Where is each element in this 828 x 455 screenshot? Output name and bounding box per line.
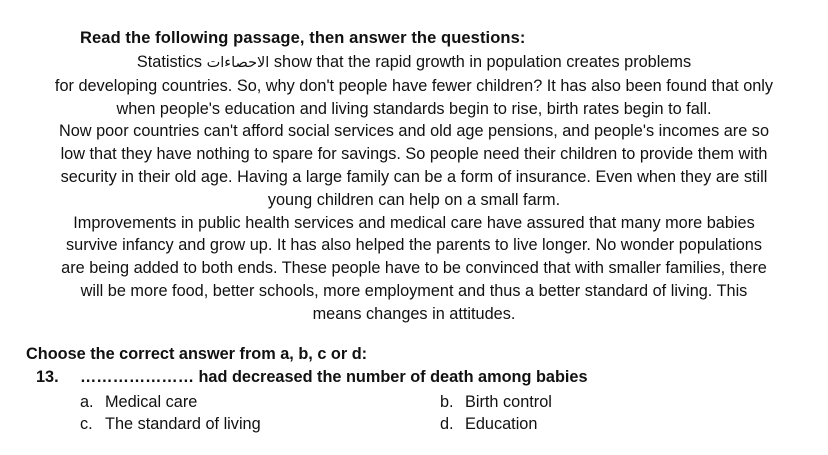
option-b[interactable]	[440, 393, 552, 412]
answer-instruction: Choose the correct answer from a, b, c or d:	[26, 345, 368, 363]
option-letter: b.	[440, 393, 454, 411]
option-a[interactable]	[80, 393, 197, 412]
question-text: ………………… had decreased the number of death among babies	[80, 368, 588, 386]
passage-line	[18, 51, 810, 75]
option-text: The standard of living	[105, 415, 261, 433]
option-text: Education	[465, 415, 538, 433]
passage-line: when people's education and living standards begin to rise, birth rates begin to fall.	[116, 99, 712, 118]
passage-line: for developing countries. So, why don't people have fewer children? It has also been found that only	[54, 76, 774, 95]
passage-line: low that they have nothing to spare for savings. So people need their children to provide them with	[60, 145, 768, 164]
passage-line: Improvements in public health services and medical care have assured that many more babies	[73, 213, 755, 232]
passage-line: survive infancy and grow up. It has also helped the parents to live longer. No wonder populations	[66, 236, 762, 255]
passage-line: young children can help on a small farm.	[267, 190, 561, 209]
question-number: 13.	[36, 368, 59, 386]
option-letter: a.	[80, 393, 94, 411]
option-letter: d.	[440, 415, 454, 433]
question-13	[36, 368, 588, 387]
passage-line-start: Statistics	[136, 53, 203, 71]
passage-line: are being added to both ends. These people have to be convinced that with smaller families, there	[61, 259, 767, 278]
option-letter: c.	[80, 415, 93, 433]
option-d[interactable]	[440, 415, 537, 434]
instructions-heading: Read the following passage, then answer the questions:	[80, 29, 526, 47]
passage-line-end: show that the rapid growth in population creates problems	[273, 53, 692, 71]
passage-line: security in their old age. Having a large family can be a form of insurance. Even when they are still	[60, 167, 768, 186]
passage-line: will be more food, better schools, more employment and thus a better standard of living. This	[80, 281, 748, 300]
arabic-gloss: الاحصاءات	[206, 55, 270, 71]
option-c[interactable]	[80, 415, 261, 434]
reading-passage	[18, 51, 810, 326]
passage-line: means changes in attitudes.	[312, 304, 516, 323]
option-text: Birth control	[465, 393, 552, 411]
passage-line: Now poor countries can't afford social services and old age pensions, and people's incomes are so	[58, 122, 770, 141]
option-text: Medical care	[105, 393, 198, 411]
